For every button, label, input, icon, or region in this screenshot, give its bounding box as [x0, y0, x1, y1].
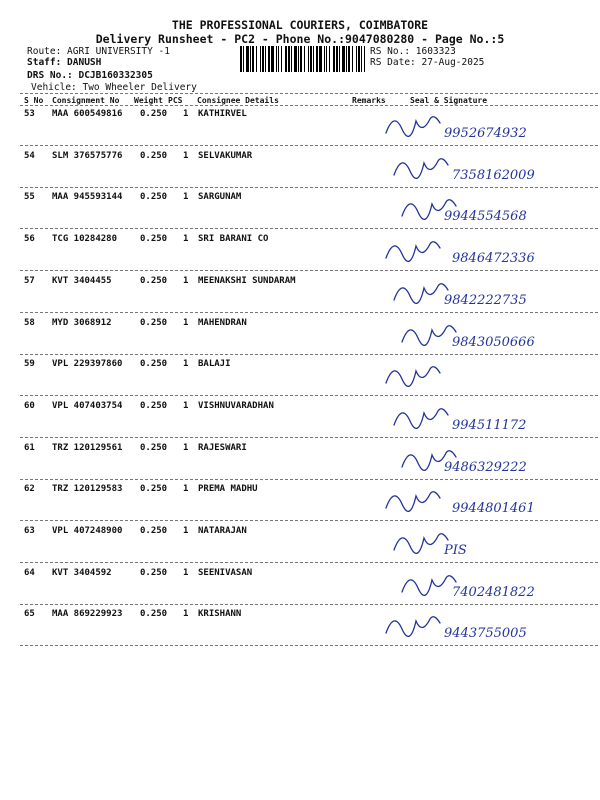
barcode-bar: [324, 46, 325, 72]
row-consignee: SEENIVASAN: [198, 567, 253, 578]
signature-scribble: [386, 617, 440, 637]
signature-phone-text: 9944554568: [444, 209, 527, 225]
row-pcs: 1: [183, 359, 189, 370]
handwritten-signature: [380, 603, 598, 655]
row-consignment-no: VPL 407248900: [52, 526, 123, 536]
row-consignment-no: TRZ 120129561: [52, 442, 123, 453]
row-sno: 56: [24, 234, 35, 245]
row-consignment-no: TRZ 120129583: [52, 484, 123, 495]
row-consignee: BALAJI: [198, 359, 231, 370]
row-pcs: 1: [183, 275, 189, 286]
signature-scribble: [402, 325, 456, 345]
barcode-bar: [298, 46, 299, 72]
signature-phone-text: 9846472336: [452, 251, 535, 267]
barcode-bar: [271, 46, 274, 72]
row-weight: 0.250: [140, 484, 168, 495]
barcode-bar: [285, 46, 287, 72]
barcode-bar: [352, 46, 353, 72]
row-consignee: KATHIRVEL: [198, 109, 247, 119]
barcode-bar: [358, 46, 360, 72]
barcode-bar: [346, 46, 347, 72]
barcode-bar: [268, 46, 270, 72]
barcode-bar: [304, 46, 305, 72]
signature-scribble: [386, 367, 440, 387]
rs-number: RS No.: 1603323: [370, 46, 456, 57]
row-sno: 60: [24, 400, 35, 411]
signature-phone-text: 7358162009: [452, 167, 535, 183]
rs-date: RS Date: 27-Aug-2025: [370, 57, 485, 68]
row-pcs: 1: [183, 567, 189, 578]
barcode-bar: [308, 46, 309, 72]
barcode-bar: [243, 46, 244, 72]
barcode-bar: [265, 46, 266, 72]
runsheet-subtitle: Delivery Runsheet - PC2 - Phone No.:9047080280 - Page No.:5: [95, 32, 505, 46]
row-consignment-no: MAA 945593144: [52, 192, 123, 203]
row-weight: 0.250: [140, 359, 168, 370]
barcode-bar: [333, 46, 335, 72]
signature-phone-text: 994511172: [452, 417, 527, 433]
row-consignment-no: SLM 376575776: [52, 150, 123, 161]
barcode-bar: [256, 46, 257, 72]
barcode-bar: [250, 46, 251, 72]
row-consignment-no: VPL 229397860: [52, 359, 123, 370]
signature-phone-text: 9486329222: [444, 459, 527, 475]
row-weight: 0.250: [140, 442, 168, 453]
col-seal-signature: Seal & Signature: [410, 96, 488, 105]
barcode-bar: [342, 46, 345, 72]
barcode-bar: [316, 46, 318, 72]
col-remarks: Remarks: [352, 96, 386, 105]
signature-phone-text: PIS: [444, 543, 467, 558]
row-sno: 58: [24, 317, 35, 328]
row-pcs: 1: [183, 317, 189, 328]
barcode-bar: [294, 46, 297, 72]
barcode-bar: [300, 46, 302, 72]
row-weight: 0.250: [140, 567, 168, 578]
row-consignee: KRISHANN: [198, 609, 242, 620]
signature-scribble: [386, 242, 440, 262]
barcode-bar: [288, 46, 290, 72]
signature-scribble: [394, 158, 448, 178]
barcode-bar: [291, 46, 292, 72]
row-pcs: 1: [183, 400, 189, 411]
barcode-bar: [313, 46, 314, 72]
signature-scribble: [402, 575, 456, 595]
signature-phone-text: 9843050666: [452, 334, 535, 350]
signature-scribble: [394, 409, 448, 429]
barcode-bar: [281, 46, 282, 72]
signature-scribble: [386, 117, 440, 137]
row-consignee: SELVAKUMAR: [198, 150, 253, 161]
barcode-bar: [336, 46, 338, 72]
row-pcs: 1: [183, 609, 189, 620]
row-sno: 65: [24, 609, 35, 620]
row-weight: 0.250: [140, 526, 168, 536]
col-weight: Weight: [134, 96, 163, 105]
row-consignee: RAJESWARI: [198, 442, 247, 453]
row-sno: 57: [24, 275, 35, 286]
route-label: Route: AGRI UNIVERSITY -1: [27, 46, 170, 57]
barcode-bar: [278, 46, 279, 72]
col-consignment: Consignment No: [52, 96, 120, 105]
row-sno: 61: [24, 442, 35, 453]
row-consignment-no: MAA 869229923: [52, 609, 123, 620]
header-top-rule: [20, 93, 598, 94]
row-sno: 55: [24, 192, 35, 203]
row-pcs: 1: [183, 192, 189, 203]
barcode-bar: [240, 46, 242, 72]
barcode-bar: [339, 46, 340, 72]
row-pcs: 1: [183, 150, 189, 161]
signature-phone-text: 9952674932: [444, 126, 527, 141]
row-consignee: SRI BARANI CO: [198, 234, 269, 245]
row-separator: [20, 645, 598, 646]
row-weight: 0.250: [140, 150, 168, 161]
row-weight: 0.250: [140, 400, 168, 411]
barcode-bar: [356, 46, 357, 72]
signature-scribble: [394, 284, 448, 304]
row-pcs: 1: [183, 526, 189, 536]
barcode-bar: [276, 46, 277, 72]
row-pcs: 1: [183, 109, 189, 119]
row-sno: 64: [24, 567, 35, 578]
row-consignment-no: KVT 3404592: [52, 567, 112, 578]
signature-phone-text: 9944801461: [452, 501, 535, 517]
barcode-bar: [361, 46, 362, 72]
row-weight: 0.250: [140, 192, 168, 203]
row-sno: 59: [24, 359, 35, 370]
col-pcs: PCS: [168, 96, 183, 105]
row-weight: 0.250: [140, 275, 168, 286]
drs-number: DRS No.: DCJB160332305: [27, 70, 153, 81]
row-consignment-no: VPL 407403754: [52, 400, 123, 411]
row-consignee: PREMA MADHU: [198, 484, 258, 495]
row-consignment-no: TCG 10284280: [52, 234, 118, 245]
row-pcs: 1: [183, 234, 189, 245]
signature-scribble: [386, 492, 440, 512]
row-consignee: VISHNUVARADHAN: [198, 400, 274, 411]
signature-phone-text: 9443755005: [444, 626, 527, 642]
row-consignee: NATARAJAN: [198, 526, 247, 536]
barcode-bar: [329, 46, 330, 72]
row-weight: 0.250: [140, 317, 168, 328]
signature-scribble: [394, 534, 448, 554]
barcode-bar: [326, 46, 327, 72]
row-consignment-no: KVT 3404455: [52, 275, 112, 286]
row-pcs: 1: [183, 484, 189, 495]
row-sno: 63: [24, 526, 35, 536]
barcode-image: [240, 46, 365, 72]
company-title: THE PROFESSIONAL COURIERS, COIMBATORE: [171, 18, 429, 32]
row-sno: 53: [24, 109, 35, 119]
row-weight: 0.250: [140, 109, 168, 119]
row-consignee: MAHENDRAN: [198, 317, 247, 328]
signature-phone-text: 9842222735: [444, 292, 527, 308]
barcode-bar: [260, 46, 261, 72]
barcode-bar: [319, 46, 322, 72]
signature-phone-text: 7402481822: [452, 584, 535, 600]
vehicle-label: Vehicle: Two Wheeler Delivery: [31, 82, 197, 93]
row-pcs: 1: [183, 442, 189, 453]
row-consignment-no: MYD 3068912: [52, 317, 112, 328]
barcode-bar: [348, 46, 350, 72]
staff-label: Staff: DANUSH: [27, 57, 102, 68]
row-consignee: SARGUNAM: [198, 192, 242, 203]
barcode-bar: [364, 46, 365, 72]
col-consignee: Consignee Details: [197, 96, 279, 105]
barcode-bar: [252, 46, 254, 72]
row-consignment-no: MAA 600549816: [52, 109, 123, 119]
row-weight: 0.250: [140, 234, 168, 245]
row-consignee: MEENAKSHI SUNDARAM: [198, 275, 296, 286]
barcode-bar: [310, 46, 312, 72]
row-weight: 0.250: [140, 609, 168, 620]
row-sno: 62: [24, 484, 35, 495]
row-sno: 54: [24, 150, 35, 161]
barcode-bar: [262, 46, 264, 72]
col-sno: S No: [24, 96, 44, 105]
barcode-bar: [246, 46, 249, 72]
